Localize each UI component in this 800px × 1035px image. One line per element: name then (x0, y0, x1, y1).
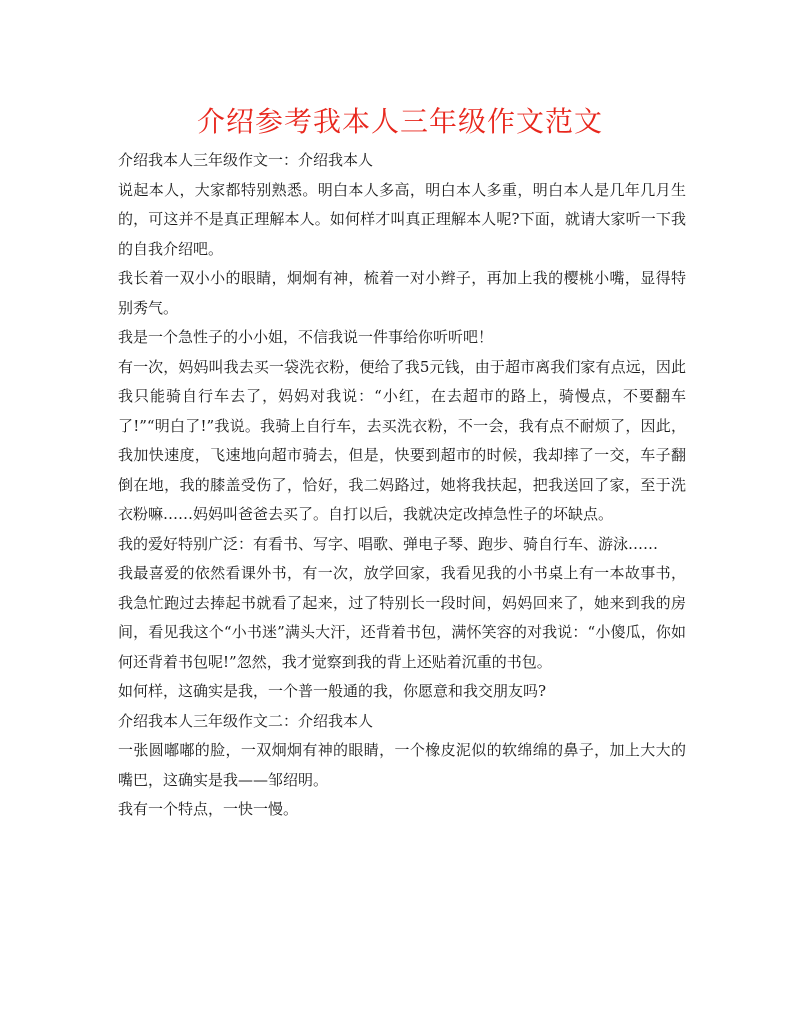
section-heading-1: 介绍我本人三年级作文一：介绍我本人 (118, 151, 374, 169)
section-heading-2: 介绍我本人三年级作文二：介绍我本人 (118, 711, 374, 730)
paragraph: 我有一个特点，一快一慢。 (118, 800, 299, 818)
article-body (118, 146, 686, 825)
paragraph: 我最喜爱的依然看课外书，有一次，放学回家，我看见我的小书桌上有一本故事书，我急忙跑过去捧起书就看了起来，过了特别长一段时间，妈妈回来了，她来到我的房间，看见我这个“小书迷”满头大汗，还背着书包，满怀笑容的对我说：“小傻瓜，你如何还背着书包呢!”忽然，我才觉察到我的背上还贴着沉重的书包。 (118, 564, 686, 671)
paragraph: 我是一个急性子的小小姐，不信我说一件事给你听听吧！ (118, 328, 494, 346)
paragraph: 如何样，这确实是我，一个普一般通的我，你愿意和我交朋友吗? (118, 682, 547, 700)
paragraph: 我长着一双小小的眼睛，炯炯有神，梳着一对小辫子，再加上我的樱桃小嘴，显得特别秀气。 (118, 269, 686, 317)
paragraph: 一张圆嘟嘟的脸，一双炯炯有神的眼睛，一个橡皮泥似的软绵绵的鼻子，加上大大的嘴巴，这确实是我——邹绍明。 (118, 741, 686, 789)
page-title: 介绍参考我本人三年级作文范文 (196, 105, 603, 138)
paragraph: 有一次，妈妈叫我去买一袋洗衣粉，便给了我5元钱，由于超市离我们家有点远，因此我只能骑自行车去了，妈妈对我说：“小红，在去超市的路上，骑慢点，不要翻车了!”“明白了!”我说。我骑上自行车，去买洗衣粉，不一会，我有点不耐烦了，因此，我加快速度，飞速地向超市骑去，但是，快要到超市的时候，我却摔了一交，车子翻倒在地，我的膝盖受伤了，恰好，我二妈路过，她将我扶起，把我送回了家，至于洗衣粉嘛……妈妈叫爸爸去买了。自打以后，我就决定改掉急性子的坏缺点。 (118, 357, 686, 523)
paragraph: 说起本人，大家都特别熟悉。明白本人多高，明白本人多重，明白本人是几年几月生的，可这并不是真正理解本人。如何样才叫真正理解本人呢?下面，就请大家听一下我的自我介绍吧。 (118, 180, 686, 258)
paragraph: 我的爱好特别广泛：有看书、写字、唱歌、弹电子琴、跑步、骑自行车、游泳…… (118, 534, 659, 553)
